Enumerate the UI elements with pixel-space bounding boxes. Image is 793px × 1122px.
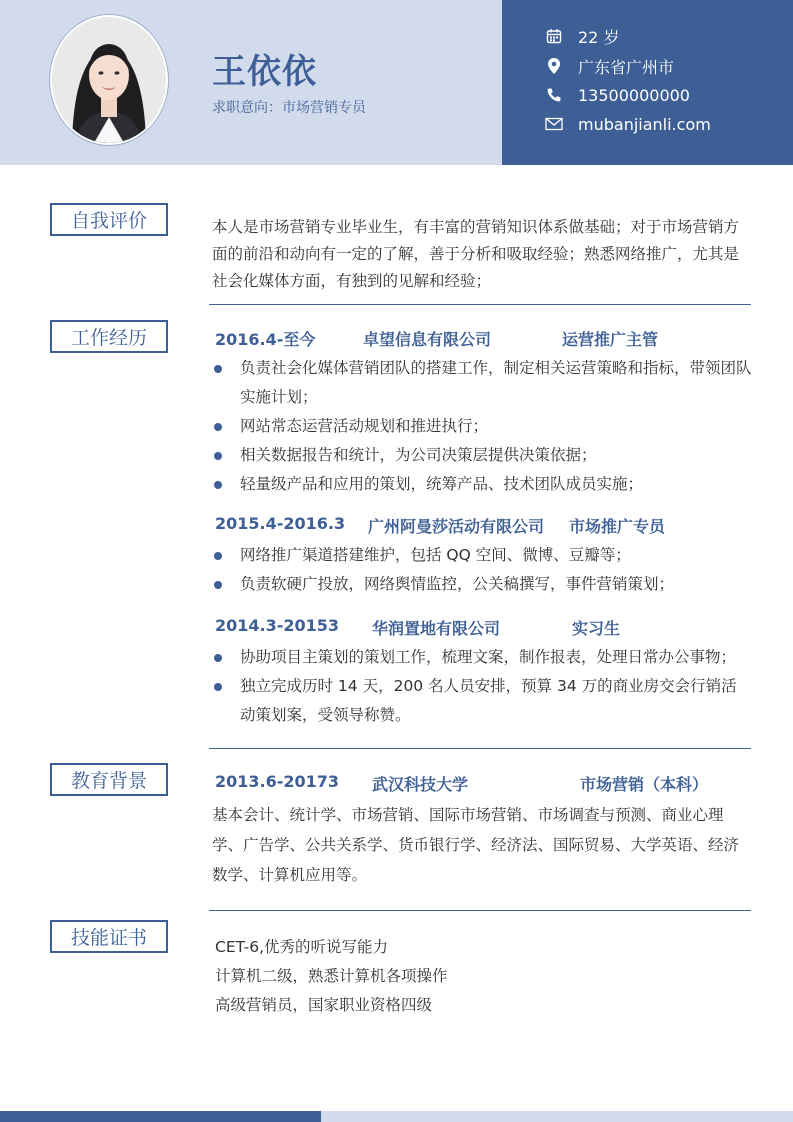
list-item: 负责软硬广投放，网络舆情监控，公关稿撰写，事件营销策划； — [212, 570, 752, 599]
job-company: 华润置地有限公司 — [372, 619, 501, 638]
education-period: 2013.6-20173 — [215, 772, 340, 791]
location-icon — [545, 57, 563, 75]
bullet-dot — [214, 683, 222, 691]
bullet-dot — [214, 452, 222, 460]
skill-item: CET-6,优秀的听说写能力 — [215, 938, 389, 956]
contact-location — [545, 55, 674, 77]
list-item: 轻量级产品和应用的策划，统筹产品、技术团队成员实施； — [212, 470, 752, 499]
job-role: 运营推广主管 — [562, 330, 659, 349]
email-text: mubanjianli.com — [578, 114, 711, 134]
footer-bar-light — [321, 1111, 793, 1122]
divider — [209, 748, 751, 749]
job-duties — [212, 643, 752, 730]
divider — [209, 910, 751, 911]
job-role: 实习生 — [572, 619, 621, 638]
footer-bar-dark — [0, 1111, 321, 1122]
contact-phone — [545, 84, 690, 106]
job-company: 卓望信息有限公司 — [363, 330, 492, 349]
skill-item: 高级营销员，国家职业资格四级 — [215, 996, 433, 1014]
bullet-dot — [214, 552, 222, 560]
phone-text: 13500000000 — [578, 85, 690, 105]
job-company: 广州阿曼莎活动有限公司 — [368, 517, 545, 536]
candidate-name: 王依依 — [212, 52, 317, 92]
divider — [209, 304, 751, 305]
list-item: 独立完成历时 14 天，200 名人员安排，预算 34 万的商业房交会行销活动策划案，受领导称赞。 — [212, 672, 752, 730]
bullet-dot — [214, 581, 222, 589]
job-duties — [212, 541, 752, 599]
list-item: 协助项目主策划的策划工作，梳理文案，制作报表，处理日常办公事物； — [212, 643, 752, 672]
list-item: 网站常态运营活动规划和推进执行； — [212, 412, 752, 441]
skill-item: 计算机二级，熟悉计算机各项操作 — [215, 967, 448, 985]
calendar-icon — [545, 27, 563, 45]
phone-icon — [545, 86, 563, 104]
job-period: 2014.3-20153 — [215, 616, 340, 635]
contact-age — [545, 25, 619, 47]
section-education-label: 教育背景 — [50, 763, 168, 796]
job-period: 2015.4-2016.3 — [215, 514, 346, 533]
job-intent: 求职意向：市场营销专员 — [212, 100, 366, 116]
section-work-label: 工作经历 — [50, 320, 168, 353]
job-role: 市场推广专员 — [569, 517, 666, 536]
avatar — [50, 15, 168, 145]
bullet-dot — [214, 654, 222, 662]
education-courses: 基本会计、统计学、市场营销、国际市场营销、市场调查与预测、商业心理学、广告学、公共关系学、货币银行学、经济法、国际贸易、大学英语、经济数学、计算机应用等。 — [212, 806, 740, 884]
list-item: 相关数据报告和统计，为公司决策层提供决策依据； — [212, 441, 752, 470]
mail-icon — [545, 115, 563, 133]
section-skills-label: 技能证书 — [50, 920, 168, 953]
age-text: 22 岁 — [578, 27, 620, 47]
education-school: 武汉科技大学 — [372, 775, 469, 794]
bullet-dot — [214, 423, 222, 431]
education-major: 市场营销（本科） — [580, 775, 709, 794]
job-duties — [212, 354, 752, 499]
bullet-dot — [214, 481, 222, 489]
contact-email — [545, 113, 711, 135]
list-item: 网络推广渠道搭建维护，包括 QQ 空间、微博、豆瓣等； — [212, 541, 752, 570]
section-self-eval-label: 自我评价 — [50, 203, 168, 236]
bullet-dot — [214, 365, 222, 373]
self-eval-text: 本人是市场营销专业毕业生，有丰富的营销知识体系做基础；对于市场营销方面的前沿和动向有一定的了解，善于分析和吸取经验；熟悉网络推广，尤其是社会化媒体方面，有独到的见解和经验； — [212, 218, 740, 290]
list-item: 负责社会化媒体营销团队的搭建工作，制定相关运营策略和指标，带领团队实施计划； — [212, 354, 752, 412]
job-period: 2016.4-至今 — [215, 330, 316, 349]
skills-list — [215, 933, 448, 1020]
location-text: 广东省广州市 — [578, 57, 675, 77]
